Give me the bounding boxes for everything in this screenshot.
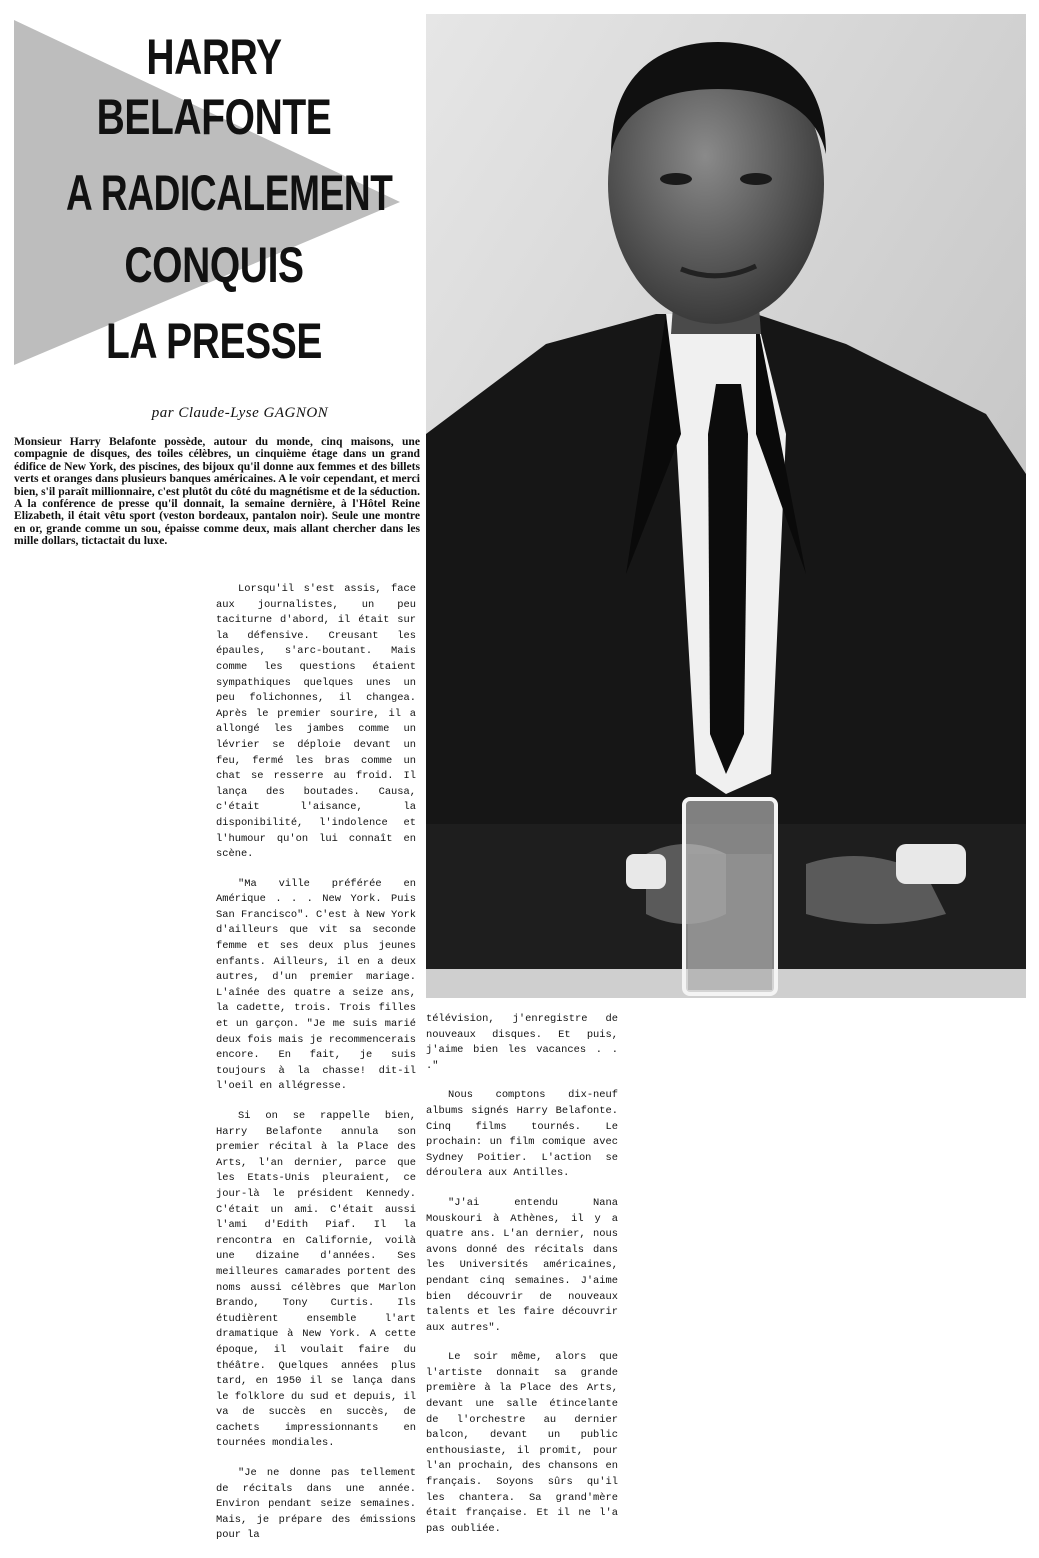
- article-column-right: [426, 1012, 618, 1551]
- headline-line-1: HARRY: [146, 29, 282, 85]
- paragraph: "J'ai entendu Nana Mouskouri à Athènes, il y a quatre ans. L'an dernier, nous avons donné des récitals dans les Universités américaines, pendant cinq semaines. J'aime bien découvrir de nouveaux talents et les faire découvrir aux autres".: [426, 1196, 618, 1334]
- headline: [14, 20, 414, 392]
- paragraph: Si on se rappelle bien, Harry Belafonte annula son premier récital à la Place des Arts, l'an dernier, parce que les Etats-Unis pleuraient, ce jour-là le président Kennedy. C'était un ami. C'était aussi l'ami d'Edith Piaf. Il la rencontra en Californie, voilà une dizaine d'années. Ses meilleures camarades portent des noms aussi célèbres que Marlon Brando, Tony Curtis. Ils étudièrent ensemble l'art dramatique à New York. A cette époque, il voulait faire du théâtre. Quelques années plus tard, en 1950 il se lança dans le folklore du sud et depuis, il va de succès en succès, de cachets impressionnants en tournées mondiales.: [216, 1110, 416, 1450]
- byline: par Claude-Lyse GAGNON: [151, 405, 329, 421]
- headline-block: [14, 20, 414, 392]
- headline-line-3: A RADICALEMENT: [66, 165, 393, 221]
- paragraph: Nous comptons dix-neuf albums signés Harry Belafonte. Cinq films tournés. Le prochain: un film comique avec Sydney Poitier. L'action se déroulera aux Antilles.: [426, 1089, 618, 1180]
- headline-line-4: CONQUIS: [124, 237, 304, 293]
- portrait-illustration: [426, 14, 1026, 998]
- headline-line-5: LA PRESSE: [105, 313, 323, 369]
- article-column-left: [216, 582, 416, 1558]
- paragraph: Lorsqu'il s'est assis, face aux journalistes, un peu taciturne d'abord, il était sur la défensive. Creusant les épaules, s'arc-boutant. Mais comme les questions étaient sympathiques quelques unes un peu folichonnes, il changea. Après le premier sourire, il a allongé les jambes comme un lévrier se déploie devant un feu, fermé les bras comme un chat se resserre au froid. Il lança des boutades. Causa, c'était l'aisance, la disponibilité, l'indolence et l'humour qu'on lui connaît en scène.: [216, 583, 416, 861]
- portrait-photo: [426, 14, 1026, 998]
- headline-line-2: BELAFONTE: [96, 89, 332, 145]
- paragraph: "Je ne donne pas tellement de récitals dans une année. Environ pendant seize semaines. Mais, je prépare des émissions pour la: [216, 1467, 416, 1542]
- intro-paragraph: Monsieur Harry Belafonte possède, autour du monde, cinq maisons, une compagnie de disques, des toiles célèbres, un cinquième étage dans un grand édifice de New York, des piscines, des bijoux qu'il donne aux femmes et des billets verts et oranges dans plusieurs banques américaines. A le voir cependant, et merci bien, s'il paraît millionnaire, c'est plutôt du côté du magnétisme et de la séduction. A la conférence de presse qu'il donnait, la semaine dernière, à l'Hôtel Reine Elizabeth, il était vêtu sport (veston bordeaux, pantalon noir). Seule une montre en or, grande comme un sou, épaisse comme deux, mais allant chercher dans les mille dollars, tictactait du luxe.: [14, 435, 420, 548]
- paragraph: "Ma ville préférée en Amérique . . . New York. Puis San Francisco". C'est à New York d'ailleurs que vit sa seconde femme et ses deux plus jeunes enfants. Ailleurs, il en a deux autres, d'un premier mariage. L'aînée des quatre a seize ans, la cadette, trois. Trois filles et un garçon. "Je me suis marié deux fois mais je recommencerais encore. En fait, je suis toujours à la chasse! dit-il l'oeil en allégresse.: [216, 877, 416, 1093]
- paragraph: Le soir même, alors que l'artiste donnait sa grande première à la Place des Arts, devant une salle étincelante de l'orchestre au dernier balcon, devant un public enthousiaste, il promit, pour l'an prochain, des chansons en français. Soyons sûrs qu'il les chantera. Sa grand'mère était française. Et il ne l'a pas oubliée.: [426, 1351, 618, 1535]
- paragraph: télévision, j'enregistre de nouveaux disques. Et puis, j'aime bien les vacances . . .": [426, 1013, 618, 1072]
